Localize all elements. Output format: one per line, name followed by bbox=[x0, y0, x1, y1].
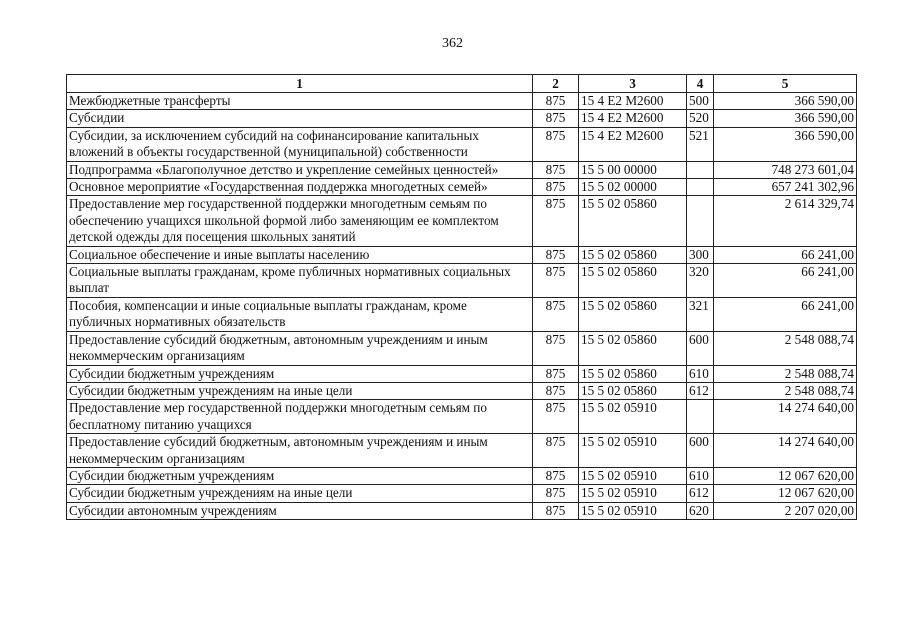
table-row bbox=[67, 485, 857, 502]
row-expense-type: 620 bbox=[687, 502, 714, 519]
row-code: 875 bbox=[533, 331, 579, 365]
row-amount: 2 548 088,74 bbox=[714, 365, 857, 382]
table-row bbox=[67, 297, 857, 331]
table-row bbox=[67, 434, 857, 468]
row-expense-type: 612 bbox=[687, 485, 714, 502]
budget-table bbox=[66, 74, 857, 520]
row-code: 875 bbox=[533, 161, 579, 178]
row-description: Предоставление мер государственной поддержки многодетным семьям по бесплатному питанию учащихся bbox=[67, 400, 533, 434]
row-amount: 748 273 601,04 bbox=[714, 161, 857, 178]
row-amount: 2 548 088,74 bbox=[714, 382, 857, 399]
table-row bbox=[67, 161, 857, 178]
table-row bbox=[67, 331, 857, 365]
row-amount: 12 067 620,00 bbox=[714, 485, 857, 502]
row-description: Субсидии бюджетным учреждениям на иные цели bbox=[67, 382, 533, 399]
row-target-article: 15 5 02 05860 bbox=[579, 297, 687, 331]
row-amount: 12 067 620,00 bbox=[714, 467, 857, 484]
page-number: 362 bbox=[442, 36, 463, 51]
row-expense-type: 610 bbox=[687, 467, 714, 484]
row-expense-type: 320 bbox=[687, 264, 714, 298]
table-row bbox=[67, 246, 857, 263]
row-expense-type bbox=[687, 179, 714, 196]
row-description: Субсидии бюджетным учреждениям bbox=[67, 467, 533, 484]
row-target-article: 15 5 02 05860 bbox=[579, 331, 687, 365]
row-description: Предоставление мер государственной поддержки многодетным семьям по обеспечению учащихся школьной формой либо заменяющим ее комплектом детской одежды для посещения школьных занятий bbox=[67, 196, 533, 246]
row-expense-type bbox=[687, 161, 714, 178]
row-amount: 366 590,00 bbox=[714, 110, 857, 127]
row-target-article: 15 5 02 05910 bbox=[579, 502, 687, 519]
row-description: Субсидии бюджетным учреждениям bbox=[67, 365, 533, 382]
row-description: Предоставление субсидий бюджетным, автономным учреждениям и иным некоммерческим организациям bbox=[67, 434, 533, 468]
row-expense-type: 300 bbox=[687, 246, 714, 263]
table-row bbox=[67, 179, 857, 196]
row-code: 875 bbox=[533, 434, 579, 468]
row-description: Субсидии автономным учреждениям bbox=[67, 502, 533, 519]
row-expense-type: 500 bbox=[687, 93, 714, 110]
row-code: 875 bbox=[533, 93, 579, 110]
column-header-5: 5 bbox=[714, 75, 857, 93]
row-amount: 366 590,00 bbox=[714, 93, 857, 110]
row-description: Подпрограмма «Благополучное детство и укрепление семейных ценностей» bbox=[67, 161, 533, 178]
row-target-article: 15 5 02 05860 bbox=[579, 246, 687, 263]
row-code: 875 bbox=[533, 485, 579, 502]
row-code: 875 bbox=[533, 365, 579, 382]
row-amount: 14 274 640,00 bbox=[714, 434, 857, 468]
row-amount: 657 241 302,96 bbox=[714, 179, 857, 196]
row-target-article: 15 5 02 05860 bbox=[579, 382, 687, 399]
row-code: 875 bbox=[533, 502, 579, 519]
row-target-article: 15 5 02 05910 bbox=[579, 434, 687, 468]
row-target-article: 15 5 02 05860 bbox=[579, 196, 687, 246]
row-expense-type: 521 bbox=[687, 127, 714, 161]
row-description: Предоставление субсидий бюджетным, автономным учреждениям и иным некоммерческим организациям bbox=[67, 331, 533, 365]
row-expense-type: 321 bbox=[687, 297, 714, 331]
row-description: Социальное обеспечение и иные выплаты населению bbox=[67, 246, 533, 263]
row-amount: 2 207 020,00 bbox=[714, 502, 857, 519]
row-amount: 66 241,00 bbox=[714, 297, 857, 331]
table-row bbox=[67, 502, 857, 519]
row-description: Межбюджетные трансферты bbox=[67, 93, 533, 110]
row-target-article: 15 4 Е2 М2600 bbox=[579, 127, 687, 161]
table-row bbox=[67, 110, 857, 127]
table-row bbox=[67, 400, 857, 434]
row-code: 875 bbox=[533, 246, 579, 263]
row-expense-type: 600 bbox=[687, 434, 714, 468]
column-header-3: 3 bbox=[579, 75, 687, 93]
row-expense-type: 520 bbox=[687, 110, 714, 127]
row-expense-type: 612 bbox=[687, 382, 714, 399]
row-description: Субсидии бюджетным учреждениям на иные цели bbox=[67, 485, 533, 502]
table-row bbox=[67, 467, 857, 484]
row-description: Субсидии, за исключением субсидий на софинансирование капитальных вложений в объекты государственной (муниципальной) собственности bbox=[67, 127, 533, 161]
column-header-2: 2 bbox=[533, 75, 579, 93]
column-header-1: 1 bbox=[67, 75, 533, 93]
row-target-article: 15 5 00 00000 bbox=[579, 161, 687, 178]
row-code: 875 bbox=[533, 382, 579, 399]
row-amount: 366 590,00 bbox=[714, 127, 857, 161]
row-amount: 66 241,00 bbox=[714, 264, 857, 298]
row-expense-type bbox=[687, 196, 714, 246]
row-expense-type: 610 bbox=[687, 365, 714, 382]
row-description: Социальные выплаты гражданам, кроме публичных нормативных социальных выплат bbox=[67, 264, 533, 298]
table-row bbox=[67, 127, 857, 161]
row-target-article: 15 5 02 05910 bbox=[579, 400, 687, 434]
table-row bbox=[67, 382, 857, 399]
table-row bbox=[67, 365, 857, 382]
row-amount: 2 614 329,74 bbox=[714, 196, 857, 246]
row-target-article: 15 5 02 05860 bbox=[579, 264, 687, 298]
row-code: 875 bbox=[533, 264, 579, 298]
row-code: 875 bbox=[533, 400, 579, 434]
row-target-article: 15 5 02 05910 bbox=[579, 485, 687, 502]
row-amount: 66 241,00 bbox=[714, 246, 857, 263]
table-body bbox=[67, 93, 857, 520]
row-code: 875 bbox=[533, 196, 579, 246]
row-expense-type: 600 bbox=[687, 331, 714, 365]
row-target-article: 15 4 Е2 М2600 bbox=[579, 93, 687, 110]
row-code: 875 bbox=[533, 297, 579, 331]
table-row bbox=[67, 264, 857, 298]
row-target-article: 15 4 Е2 М2600 bbox=[579, 110, 687, 127]
row-description: Пособия, компенсации и иные социальные выплаты гражданам, кроме публичных нормативных обязательств bbox=[67, 297, 533, 331]
row-code: 875 bbox=[533, 467, 579, 484]
row-target-article: 15 5 02 05910 bbox=[579, 467, 687, 484]
row-description: Основное мероприятие «Государственная поддержка многодетных семей» bbox=[67, 179, 533, 196]
row-code: 875 bbox=[533, 179, 579, 196]
row-target-article: 15 5 02 05860 bbox=[579, 365, 687, 382]
table-header-row bbox=[67, 75, 857, 93]
row-amount: 2 548 088,74 bbox=[714, 331, 857, 365]
row-code: 875 bbox=[533, 110, 579, 127]
column-header-4: 4 bbox=[687, 75, 714, 93]
row-description: Субсидии bbox=[67, 110, 533, 127]
row-code: 875 bbox=[533, 127, 579, 161]
table-row bbox=[67, 196, 857, 246]
table-row bbox=[67, 93, 857, 110]
row-target-article: 15 5 02 00000 bbox=[579, 179, 687, 196]
row-amount: 14 274 640,00 bbox=[714, 400, 857, 434]
row-expense-type bbox=[687, 400, 714, 434]
